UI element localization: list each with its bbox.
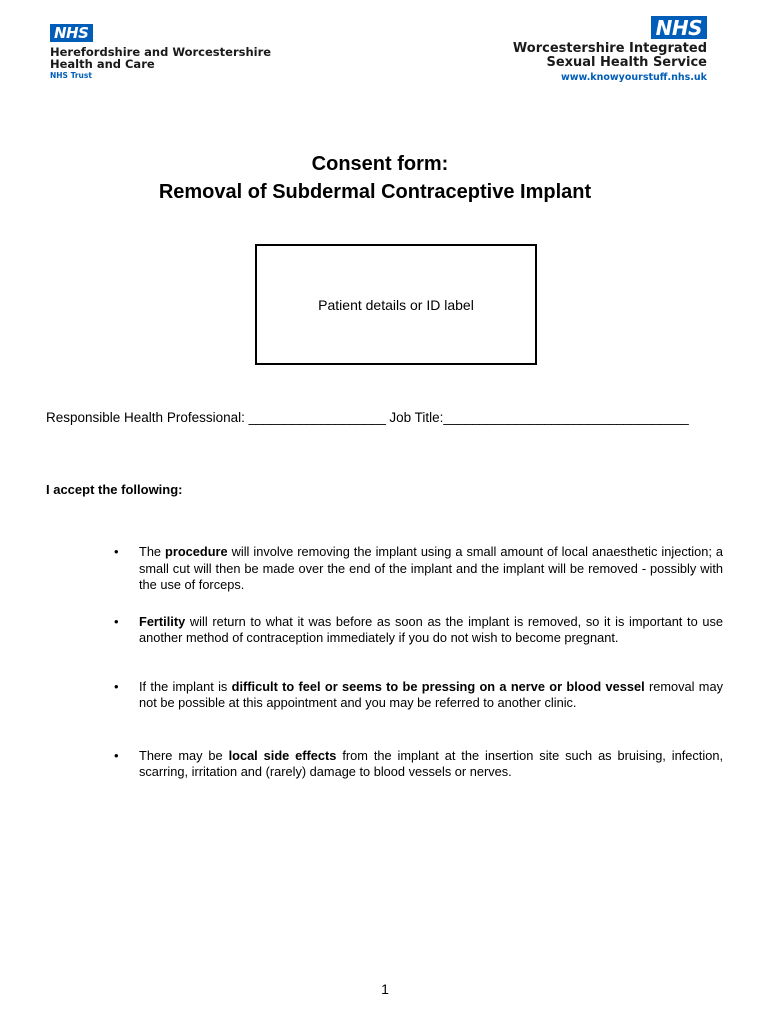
- form-title-line2: Removal of Subdermal Contraceptive Implant: [158, 181, 592, 203]
- nhs-badge-right: NHS: [651, 16, 707, 39]
- term-keyword: procedure: [165, 544, 228, 559]
- bullet-icon: •: [114, 678, 119, 694]
- list-item: • There may be local side effects from the implant at the insertion site such as bruising, infection, scarring, irritation and (rarely) damage to blood vessels or nerves.: [114, 747, 723, 779]
- hwhc-logo: [50, 24, 271, 80]
- list-item: • If the implant is difficult to feel or seems to be pressing on a nerve or blood vessel removal may not be possible at this appointment and you may be referred to another clinic.: [114, 678, 723, 710]
- accept-heading: I accept the following:: [46, 482, 183, 497]
- bullet-icon: •: [114, 613, 119, 629]
- term-keyword: local side effects: [228, 747, 337, 763]
- bullet-icon: •: [114, 747, 119, 763]
- list-item: • The procedure will involve removing the implant using a small amount of local anaesthetic injection; a small cut will then be made over the end of the implant and the implant will be removed - possibly with the use of forceps.: [114, 544, 724, 592]
- professional-line: [46, 410, 688, 425]
- form-title-line1: Consent form:: [311, 153, 449, 175]
- service-name-line1: Worcestershire Integrated: [512, 41, 707, 56]
- professional-blank: ___________________: [248, 410, 386, 425]
- org-name-line2: Health and Care: [50, 57, 155, 71]
- job-title-blank: __________________________________: [443, 410, 689, 425]
- term-keyword: difficult to feel or seems to be pressing on a nerve or blood vessel: [231, 678, 645, 694]
- professional-label: Responsible Health Professional:: [46, 410, 245, 425]
- list-item: • Fertility will return to what it was before as soon as the implant is removed, so it is important to use another method of contraception immediately if you do not wish to become pregnant.: [114, 613, 723, 645]
- service-website: www.knowyourstuff.nhs.uk: [560, 72, 707, 83]
- service-name-line2: Sexual Health Service: [546, 55, 707, 70]
- page-number: 1: [381, 981, 389, 997]
- wishs-logo: [513, 16, 707, 83]
- bullet-icon: •: [114, 544, 119, 559]
- job-title-label: Job Title:: [389, 410, 444, 425]
- org-name-line1: Herefordshire and Worcestershire: [50, 45, 272, 59]
- patient-details-box: [255, 244, 537, 365]
- nhs-badge-left: NHS: [50, 24, 93, 42]
- patient-details-label: Patient details or ID label: [318, 296, 474, 313]
- trust-label: NHS Trust: [50, 71, 92, 80]
- consent-terms-list: [112, 544, 723, 781]
- term-keyword: Fertility: [139, 613, 186, 629]
